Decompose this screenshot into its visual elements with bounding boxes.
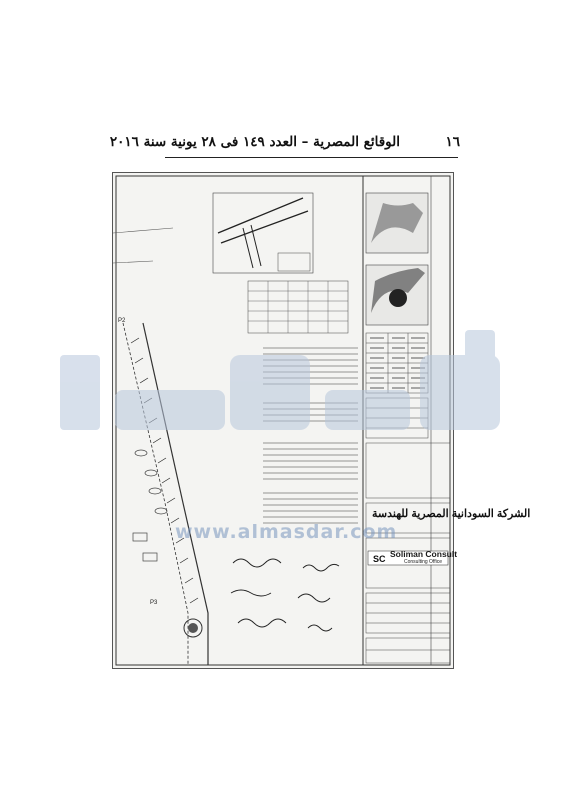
plot-label-p3: P3 [150,600,158,606]
page-header-title: الوقائع المصرية – العدد ١٤٩ فى ٢٨ يونية سنة ٢٠١٦ [109,134,400,150]
company-name-english-sub: Consulting Office [404,559,442,565]
plot-label-p2: P2 [118,318,126,324]
header-rule [165,157,458,158]
company-name-english [390,549,457,565]
page-number: ١٦ [445,134,460,150]
svg-text:SC: SC [373,554,386,564]
watermark-url: www.almasdar.com [175,521,398,543]
company-name-english-main: Soliman Consult [390,549,458,559]
company-name-arabic: الشركة السودانية المصرية للهندسة [372,508,531,520]
page-header [109,134,460,156]
watermark-logo [40,330,530,440]
